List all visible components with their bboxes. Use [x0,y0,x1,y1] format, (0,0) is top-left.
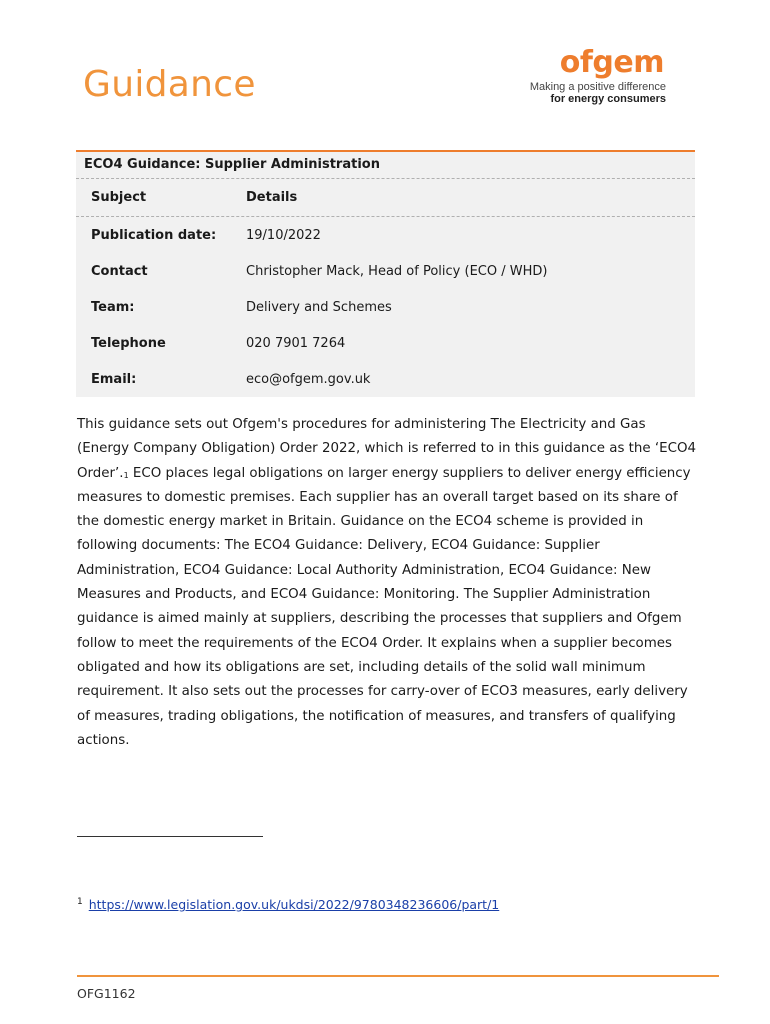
row-details: 020 7901 7264 [246,335,346,351]
ofgem-logo [506,45,666,106]
row-details: Delivery and Schemes [246,299,392,315]
table-row [76,325,695,361]
logo-tagline-1: Making a positive difference [529,81,666,93]
row-subject: Contact [91,263,148,279]
footnote-divider [77,836,263,837]
column-header-details: Details [246,190,298,205]
row-details: Christopher Mack, Head of Policy (ECO / WHD) [246,263,548,279]
info-table-caption: ECO4 Guidance: Supplier Administration [76,152,695,179]
footnote-reference[interactable]: 1 [123,470,129,480]
footnote-link[interactable]: https://www.legislation.gov.uk/ukdsi/2022/9780348236606/part/1 [88,897,500,912]
row-details[interactable]: eco@ofgem.gov.uk [246,371,371,387]
column-header-subject: Subject [91,190,147,205]
table-row [76,217,695,253]
body-paragraph [77,413,697,753]
row-subject: Email: [91,371,137,387]
body-paragraph-end: ECO places legal obligations on larger energy suppliers to deliver energy efficiency measures to domestic premises. Each supplier has an overall target based on its share of the domestic energy market in Britain. Guidance on the ECO4 scheme is provided in following documents: The ECO4 Guidance: Delivery, ECO4 Guidance: Supplier Administration, ECO4 Guidance: Local Authority Administration, ECO4 Guidance: New Measures and Products, and ECO4 Guidance: Monitoring. The Supplier Administration guidance is aimed mainly at suppliers, describing the processes that suppliers and Ofgem follow to meet the requirements of the ECO4 Order. It explains when a supplier becomes obligated and how its obligations are set, including details of the solid wall minimum requirement. It also sets out the processes for carry-over of ECO3 measures, early delivery of measures, trading obligations, the notification of measures, and transfers of qualifying actions. [77,465,691,748]
table-row [76,361,695,397]
info-table [76,150,695,397]
row-subject: Team: [91,299,135,315]
row-details: 19/10/2022 [246,227,321,243]
logo-tagline-2: for energy consumers [550,93,666,105]
document-reference: OFG1162 [77,986,136,1001]
table-row [76,289,695,325]
footer-divider [77,975,719,977]
page-title: Guidance [83,64,256,105]
row-subject: Telephone [91,335,166,351]
footnote [77,897,499,912]
info-table-header-row [76,179,695,217]
footnote-number: 1 [77,897,83,907]
logo-wordmark: ofgem [559,45,664,80]
row-subject: Publication date: [91,227,217,243]
body-paragraph-start: This guidance sets out Ofgem's procedures for administering The Electricity and Gas (Energy Company Obligation) Order 2022, which is referred to in this guidance as the ‘ECO4 Order’. [77,417,697,481]
table-row [76,253,695,289]
